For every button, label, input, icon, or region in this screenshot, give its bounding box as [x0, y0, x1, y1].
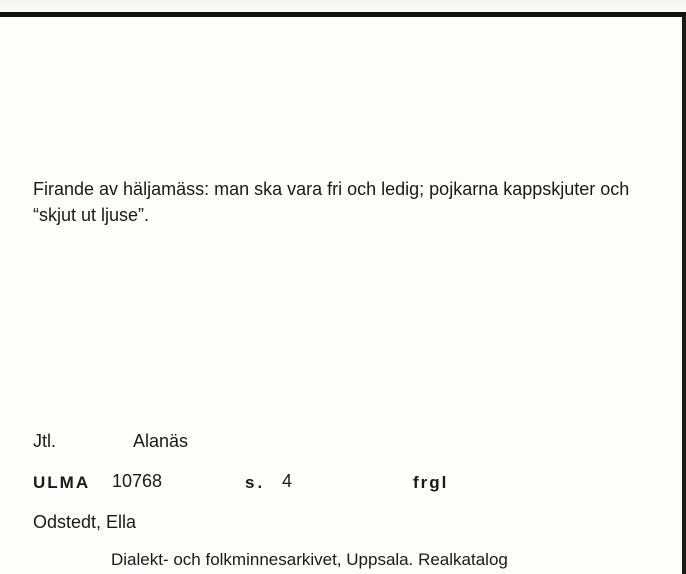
card-top-edge	[0, 0, 686, 12]
place-name: Alanäs	[133, 431, 189, 451]
archive-code: ULMA	[33, 473, 91, 492]
page-label: s.	[245, 473, 266, 492]
top-border-line	[0, 12, 686, 17]
page-number: 4	[282, 471, 293, 491]
right-border-line	[682, 17, 686, 574]
category-code: frgl	[413, 473, 449, 492]
record-number: 10768	[112, 471, 163, 491]
archive-footer: Dialekt- och folkminnesarkivet, Uppsala. Realkatalog	[111, 550, 508, 569]
informant-name: Odstedt, Ella	[33, 512, 137, 532]
region-label: Jtl.	[33, 431, 57, 451]
card-description: Firande av häljamäss: man ska vara fri och ledig; pojkarna kappskjuter och “skjut ut ljuse”.	[33, 179, 630, 225]
